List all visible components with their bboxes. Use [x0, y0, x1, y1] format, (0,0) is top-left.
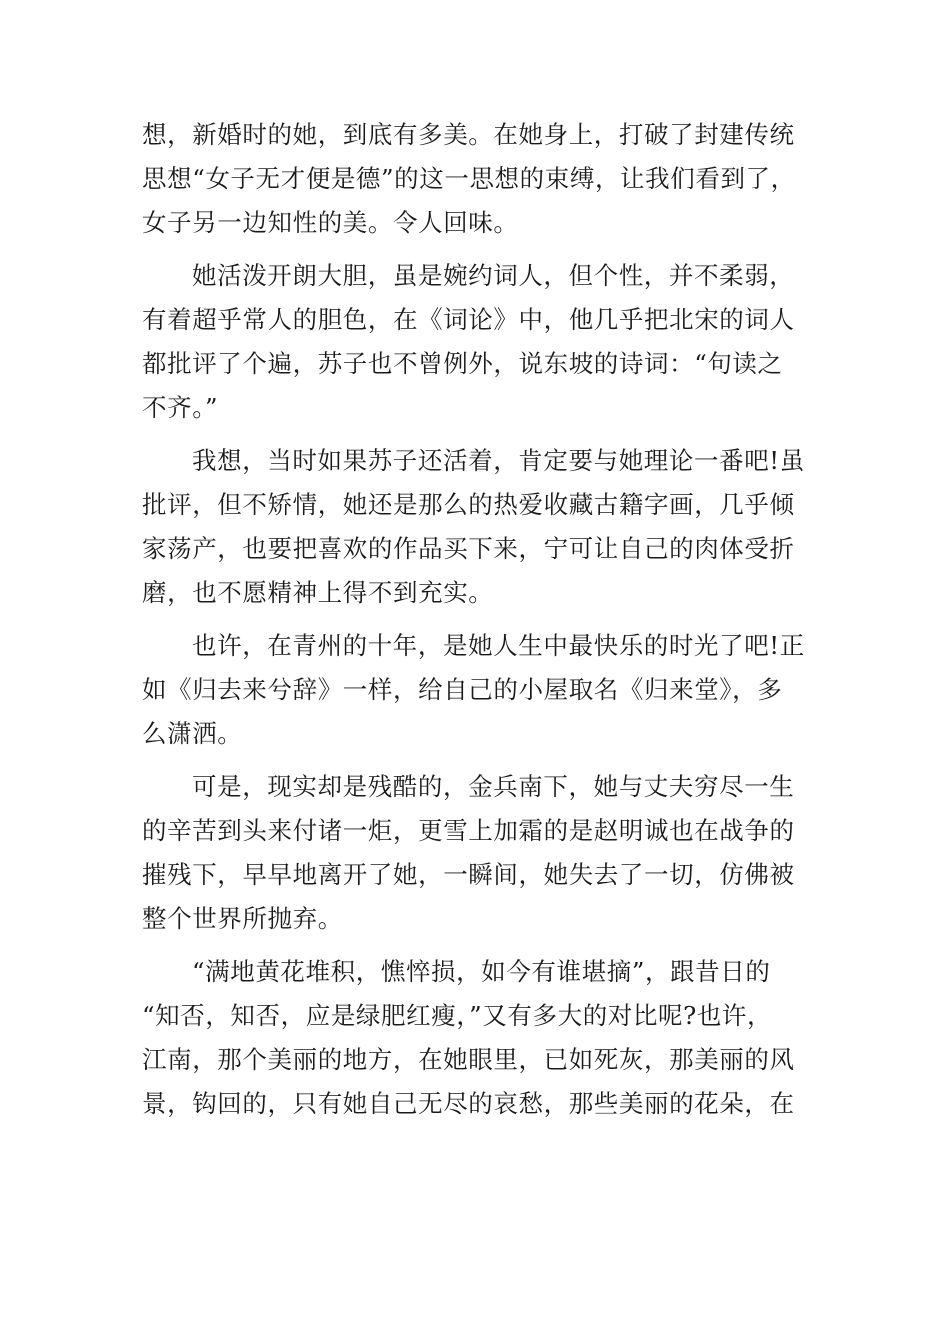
text-line: 我想，当时如果苏子还活着，肯定要与她理论一番吧!虽 [192, 446, 805, 475]
paragraph-gap [142, 245, 814, 254]
text-line: 可是，现实却是残酷的，金兵南下，她与丈夫穷尽一生 [192, 772, 795, 801]
text-line: 么潇洒。 [142, 719, 243, 748]
text-line: 都批评了个遍，苏子也不曾例外，说东坡的诗词：“句读之 [142, 349, 783, 378]
text-line: 也许，在青州的十年，是她人生中最快乐的时光了吧!正 [192, 631, 805, 660]
text-line: 批评，但不矫情，她还是那么的热爱收藏古籍字画，几乎倾 [142, 490, 795, 519]
paragraph-gap [142, 941, 814, 950]
paragraph-gap [142, 615, 814, 624]
text-line: 有着超乎常人的胆色，在《词论》中，他几乎把北宋的词人 [142, 305, 795, 334]
text-line: 不齐。” [142, 393, 219, 422]
text-line: 整个世界所抛弃。 [142, 904, 343, 933]
text-line: 思想“女子无才便是德”的这一思想的束缚，让我们看到了， [142, 164, 796, 193]
text-line: 江南，那个美丽的地方，在她眼里，已如死灰，那美丽的风 [142, 1045, 795, 1074]
paragraph-gap [142, 756, 814, 765]
text-line: 的辛苦到头来付诸一炬，更雪上加霜的是赵明诚也在战争的 [142, 816, 795, 845]
text-line: 景，钩回的，只有她自己无尽的哀愁，那些美丽的花朵，在 [142, 1089, 795, 1118]
text-line: 想，新婚时的她，到底有多美。在她身上，打破了封建传统 [142, 120, 795, 149]
text-line: 女子另一边知性的美。令人回味。 [142, 208, 519, 237]
text-line: 摧残下，早早地离开了她，一瞬间，她失去了一切，仿佛被 [142, 860, 795, 889]
article-body [142, 113, 814, 1126]
text-line: 家荡产，也要把喜欢的作品买下来，宁可让自己的肉体受折 [142, 534, 795, 563]
text-line: “知否，知否，应是绿肥红瘦，”又有多大的对比呢?也许， [142, 1001, 773, 1030]
text-line: “满地黄花堆积，憔悴损，如今有谁堪摘”，跟昔日的 [192, 957, 771, 986]
paragraph-gap [142, 430, 814, 439]
text-line: 她活泼开朗大胆，虽是婉约词人，但个性，并不柔弱， [192, 261, 795, 290]
text-line: 如《归去来兮辞》一样，给自己的小屋取名《归来堂》，多 [142, 675, 783, 704]
text-line: 磨，也不愿精神上得不到充实。 [142, 578, 494, 607]
